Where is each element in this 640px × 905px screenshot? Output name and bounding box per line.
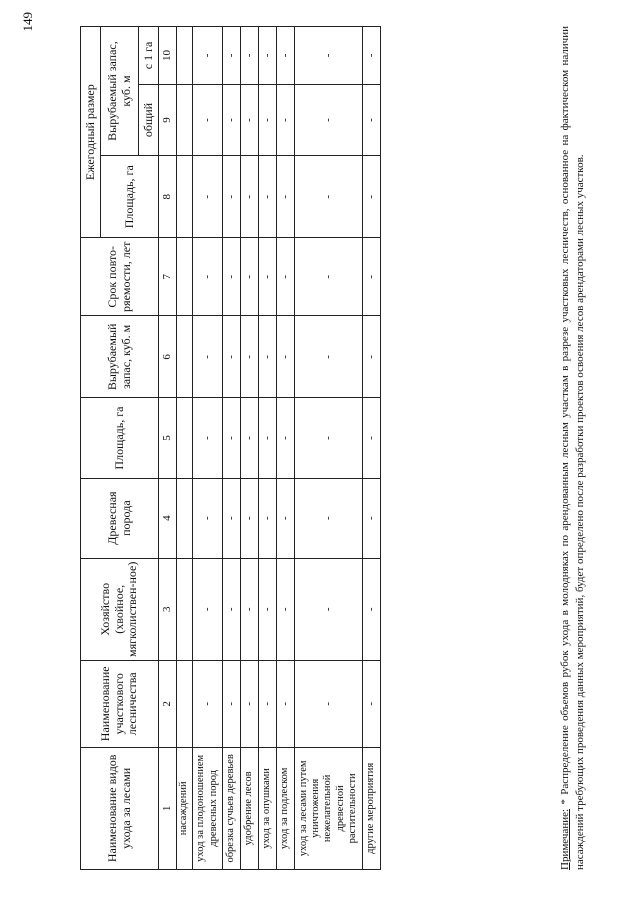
table-cell: -	[295, 398, 363, 478]
care-type-cell: другие мероприятия	[363, 747, 381, 869]
care-type-cell: уход за лесами путем уничтожения нежелательной древесной растительности	[295, 747, 363, 869]
table-cell: -	[259, 27, 277, 85]
table-cell: -	[295, 660, 363, 747]
table-cell: -	[223, 27, 241, 85]
table-cell: -	[193, 398, 223, 478]
column-number: 1	[159, 747, 177, 869]
table-cell: -	[259, 398, 277, 478]
care-type-cell: обрезка сучьев деревьев	[223, 747, 241, 869]
care-type-cell: насаждений	[177, 747, 193, 869]
header-annual-area: Площадь, га	[101, 156, 159, 238]
table-cell: -	[277, 558, 295, 660]
table-cell	[177, 316, 193, 398]
table-cell: -	[241, 27, 259, 85]
table-cell: -	[241, 660, 259, 747]
care-type-cell: уход за плодоношением древесных пород	[193, 747, 223, 869]
table-cell: -	[259, 238, 277, 316]
table-row	[241, 27, 259, 870]
header-volume-total: общий	[139, 84, 159, 155]
table-row	[277, 27, 295, 870]
header-area: Площадь, га	[81, 398, 159, 478]
table-cell: -	[241, 156, 259, 238]
footnote-text: * Распределение объемов рубок ухода в молодняках по арендованным лесным участкам в разрезе участковых лесничеств, основанное на фактическом наличии насаждений требующих проведения данных мероприятий, будет определено после разработки проектов освоения лесов арендаторами лесных участков.	[559, 26, 586, 870]
table-cell: -	[223, 398, 241, 478]
forest-care-table	[80, 26, 381, 870]
table-cell	[177, 660, 193, 747]
table-cell: -	[223, 84, 241, 155]
table-cell: -	[295, 558, 363, 660]
table-cell	[177, 27, 193, 85]
table-cell: -	[223, 156, 241, 238]
table-cell: -	[363, 478, 381, 558]
footnote	[558, 26, 588, 870]
column-number: 4	[159, 478, 177, 558]
table-cell: -	[259, 316, 277, 398]
table-cell: -	[295, 156, 363, 238]
header-annual-volume: Вырубаемый запас, куб. м	[101, 27, 139, 156]
footnote-label: Примечание:	[559, 808, 571, 870]
table-cell: -	[241, 398, 259, 478]
table-cell: -	[259, 558, 277, 660]
table-cell: -	[223, 660, 241, 747]
table-cell: -	[277, 27, 295, 85]
column-number: 10	[159, 27, 177, 85]
table-cell: -	[363, 27, 381, 85]
header-care-type: Наименование видов ухода за лесами	[81, 747, 159, 869]
table-cell: -	[277, 660, 295, 747]
page-number: 149	[20, 12, 35, 32]
table-cell: -	[363, 84, 381, 155]
table-row	[295, 27, 363, 870]
table-cell	[177, 156, 193, 238]
table-row	[259, 27, 277, 870]
table-cell: -	[193, 478, 223, 558]
table-cell: -	[295, 478, 363, 558]
table-cell: -	[193, 316, 223, 398]
table-cell: -	[223, 558, 241, 660]
table-cell: -	[295, 84, 363, 155]
column-number: 7	[159, 238, 177, 316]
table-cell: -	[363, 660, 381, 747]
column-number: 5	[159, 398, 177, 478]
table-cell: -	[193, 27, 223, 85]
table-cell: -	[193, 156, 223, 238]
rotated-page	[20, 12, 620, 892]
table-cell: -	[241, 316, 259, 398]
table-cell: -	[259, 660, 277, 747]
table-cell: -	[363, 398, 381, 478]
table-cell: -	[223, 238, 241, 316]
table-cell: -	[277, 84, 295, 155]
table-cell: -	[241, 84, 259, 155]
table-cell: -	[223, 478, 241, 558]
column-number: 8	[159, 156, 177, 238]
table-cell: -	[363, 238, 381, 316]
header-cut-volume: Вырубаемый запас, куб. м	[81, 316, 159, 398]
table-cell: -	[193, 660, 223, 747]
table-row	[363, 27, 381, 870]
table-cell: -	[259, 156, 277, 238]
column-number: 6	[159, 316, 177, 398]
table-cell: -	[295, 316, 363, 398]
table-cell	[177, 478, 193, 558]
table-cell: -	[277, 156, 295, 238]
header-forestry: Наименование участкового лесничества	[81, 660, 159, 747]
table-cell: -	[193, 558, 223, 660]
header-economy: Хозяйство (хвойное, мягколиствен-ное)	[81, 558, 159, 660]
table-cell: -	[277, 478, 295, 558]
table-cell: -	[241, 238, 259, 316]
table-cell: -	[241, 558, 259, 660]
table-cell: -	[193, 238, 223, 316]
column-number: 3	[159, 558, 177, 660]
table-cell	[177, 558, 193, 660]
table-row	[177, 27, 193, 870]
care-type-cell: уход за опушками	[259, 747, 277, 869]
care-type-cell: удобрение лесов	[241, 747, 259, 869]
table-cell: -	[277, 238, 295, 316]
header-volume-per-ha: с 1 га	[139, 27, 159, 85]
header-tree-species: Древесная порода	[81, 478, 159, 558]
table-cell: -	[193, 84, 223, 155]
table-cell	[177, 84, 193, 155]
table-cell: -	[295, 27, 363, 85]
table-body	[177, 27, 381, 870]
care-type-cell: уход за подлеском	[277, 747, 295, 869]
table-cell: -	[363, 156, 381, 238]
column-number: 9	[159, 84, 177, 155]
table-row	[223, 27, 241, 870]
table-cell	[177, 238, 193, 316]
table-cell: -	[363, 558, 381, 660]
column-number: 2	[159, 660, 177, 747]
header-repeat-period: Срок повто-ряемости, лет	[81, 238, 159, 316]
table-cell: -	[241, 478, 259, 558]
table-cell	[177, 398, 193, 478]
table-cell: -	[223, 316, 241, 398]
table-cell: -	[363, 316, 381, 398]
table-cell: -	[259, 478, 277, 558]
table-cell: -	[277, 316, 295, 398]
table-cell: -	[295, 238, 363, 316]
header-annual-size: Ежегодный размер	[81, 27, 101, 238]
table-cell: -	[259, 84, 277, 155]
table-row	[193, 27, 223, 870]
table-cell: -	[277, 398, 295, 478]
